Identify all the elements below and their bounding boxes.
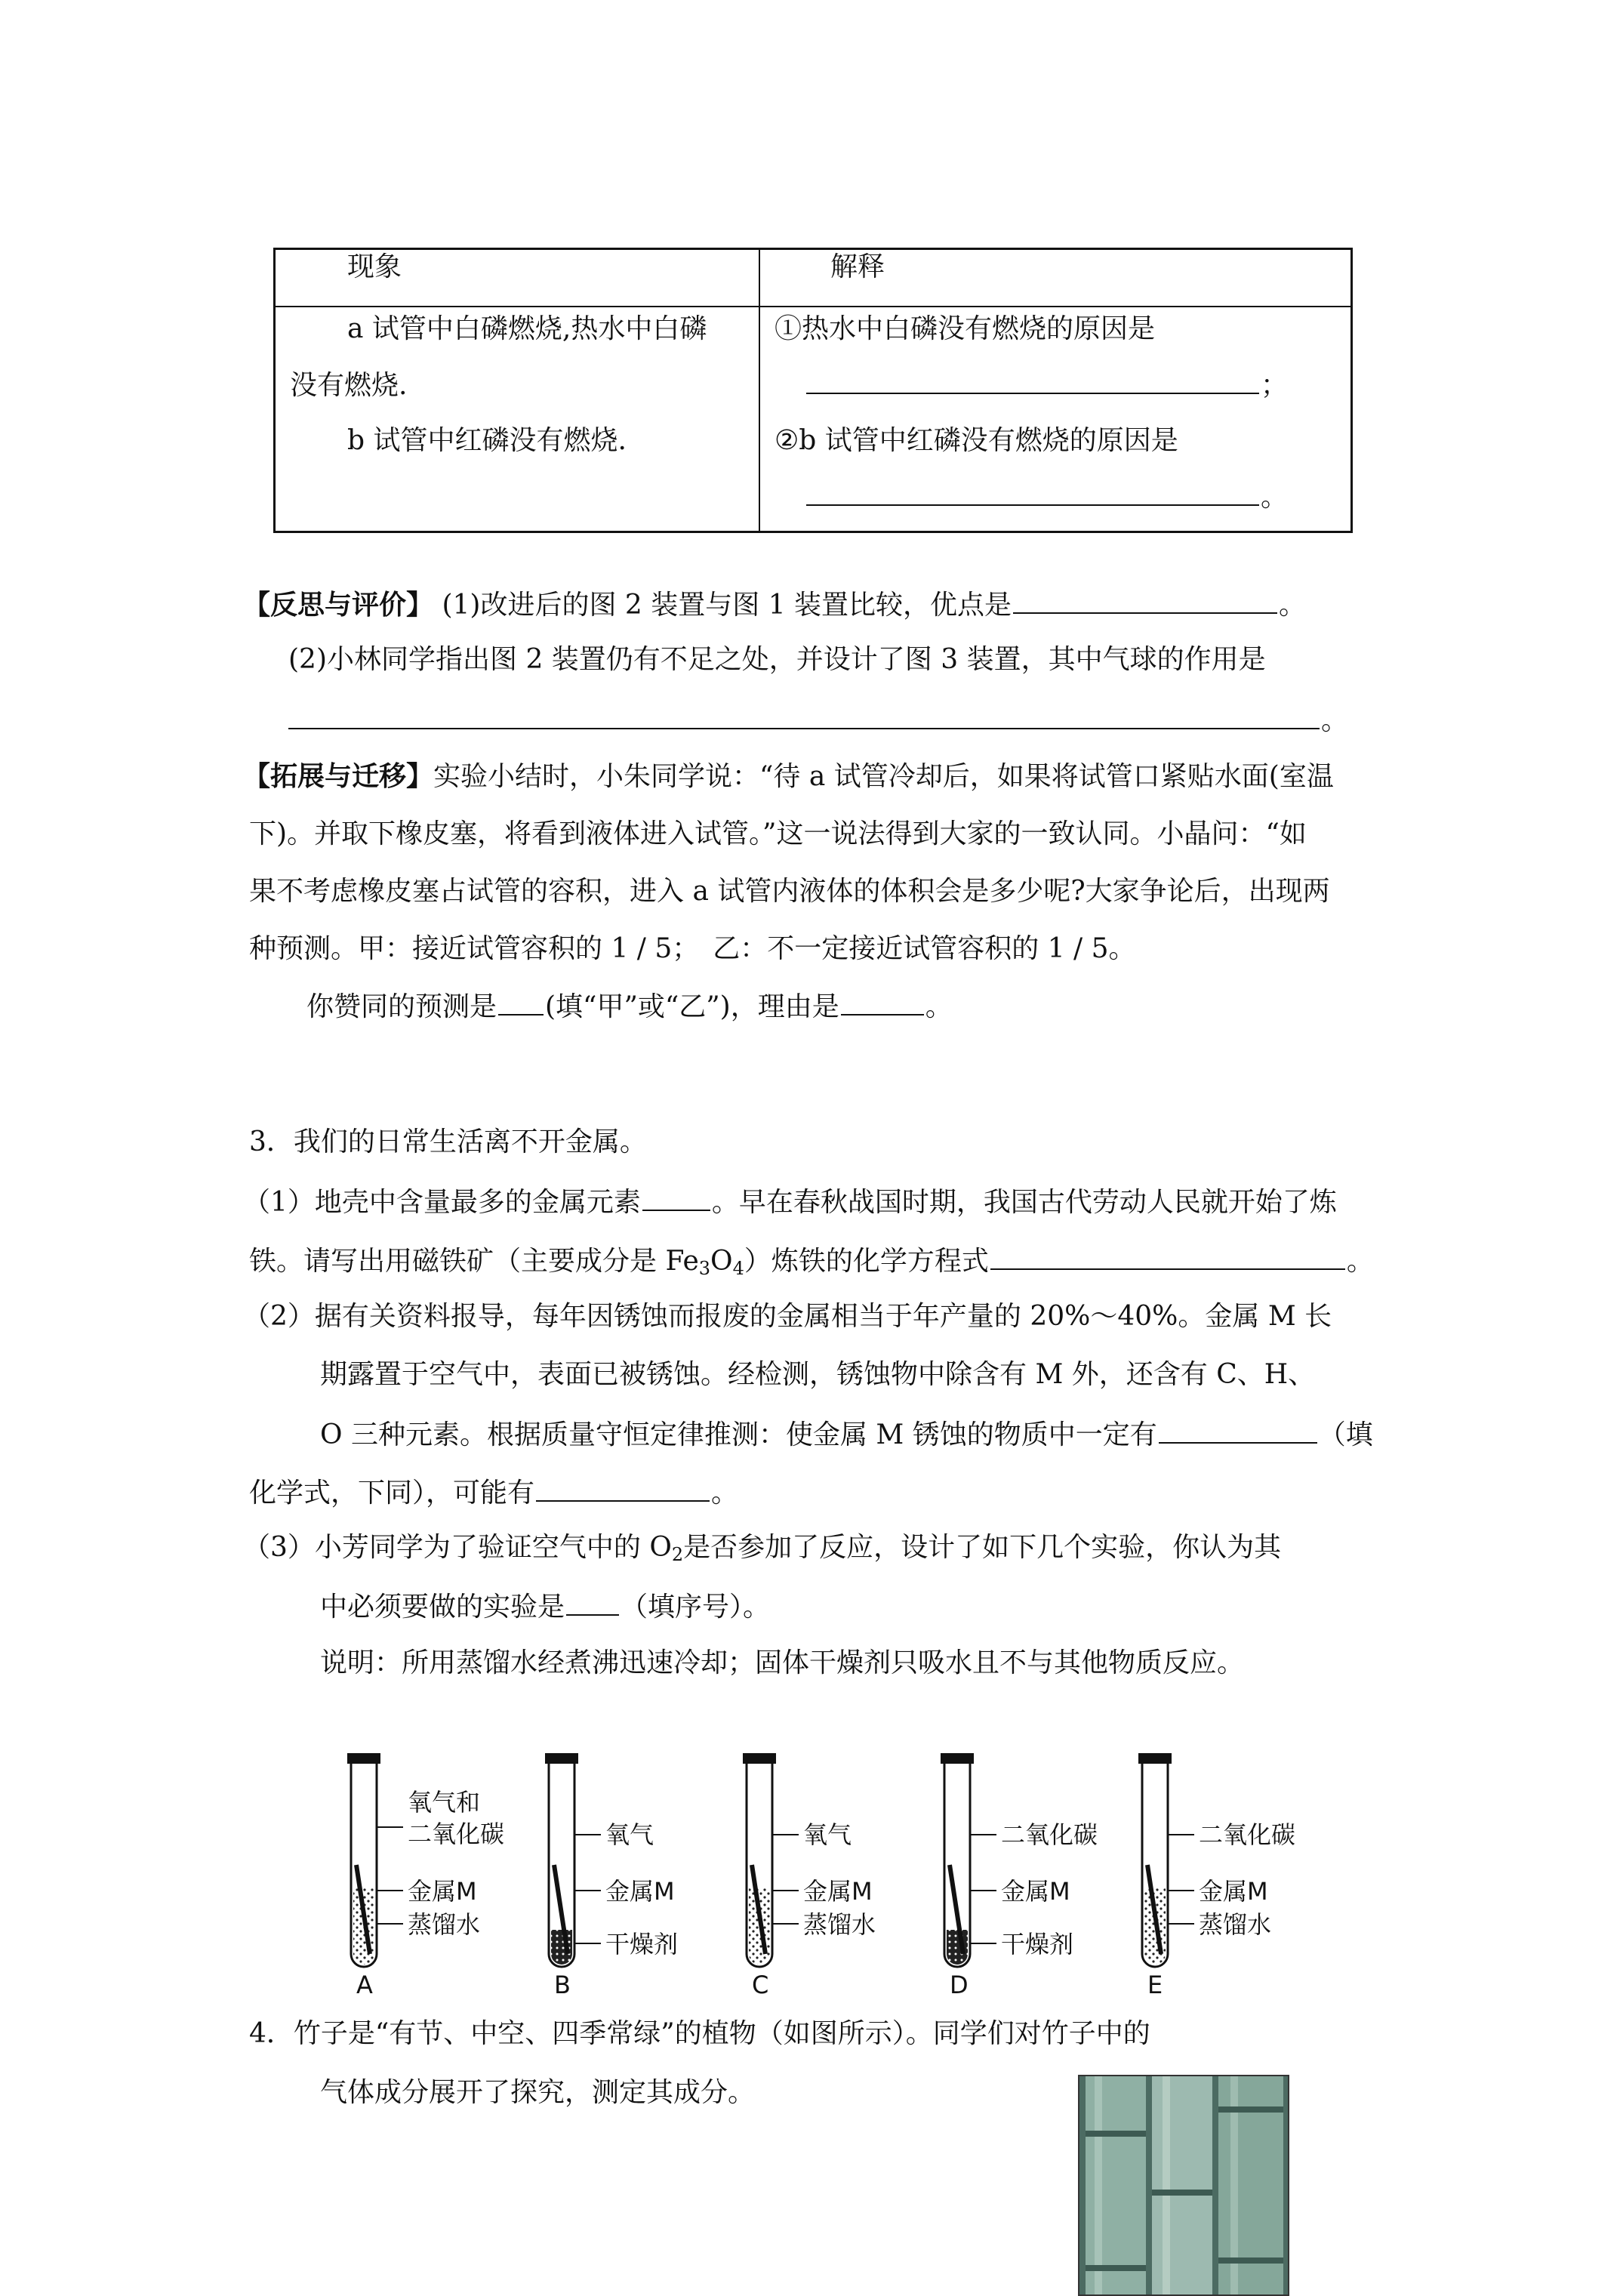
phenomenon-line-1: a 试管中白磷燃烧,热水中白磷: [347, 313, 707, 344]
reflection-q2-answer: 。: [287, 705, 1348, 735]
bottom-label: 蒸馏水: [803, 1910, 876, 1939]
answer-blank[interactable]: [642, 1187, 710, 1211]
stopper: [1138, 1753, 1172, 1764]
q4-line1: 4．竹子是“有节、中空、四季常绿”的植物（如图所示）。同学们对竹子中的: [249, 2018, 1150, 2049]
tube-letter: B: [554, 1971, 571, 1999]
explanation-answer-2: 。: [805, 482, 1288, 511]
bottom-label: 蒸馏水: [1199, 1910, 1272, 1939]
q3-part2-line4: 化学式，下同），可能有 。: [249, 1478, 739, 1509]
extension-line-3: 果不考虑橡皮塞占试管的容积，进入 a 试管内液体的体积会是多少呢?大家争论后，出现两: [249, 876, 1330, 907]
phenomenon-line-3: b 试管中红磷没有燃烧.: [347, 425, 627, 456]
gas-label: 氧气: [605, 1820, 654, 1849]
bamboo-photo: [1078, 2075, 1289, 2296]
table-column-divider: [759, 250, 760, 531]
test-tube-d: [941, 1753, 1098, 1999]
tube-letter: E: [1147, 1971, 1163, 1999]
answer-blank[interactable]: [288, 705, 1320, 729]
test-tube-c: [743, 1753, 876, 1999]
extension-line-2: 下)。并取下橡皮塞，将看到液体进入试管。”这一说法得到大家的一致认同。小晶问：“如: [249, 818, 1307, 849]
table-header-phenomenon: 现象: [347, 251, 402, 282]
q3-part3-line2: 中必须要做的实验是 （填序号）。: [320, 1592, 771, 1623]
stopper: [545, 1753, 578, 1764]
tube-letter: D: [950, 1971, 969, 1999]
reflection-q1: 【反思与评价】 (1)改进后的图 2 装置与图 1 装置比较，优点是 。: [243, 589, 1307, 621]
metal-label: 金属M: [803, 1877, 873, 1906]
desiccant-fill: [947, 1930, 968, 1965]
gas-label: 氧气: [803, 1820, 852, 1849]
stopper: [941, 1753, 974, 1764]
reflection-q2: (2)小林同学指出图 2 装置仍有不足之处，并设计了图 3 装置，其中气球的作用是: [288, 644, 1266, 675]
answer-blank[interactable]: [806, 370, 1259, 394]
q3-part3-line1: （3）小芳同学为了验证空气中的 $O_2$是否参加了反应，设计了如下几个实验，你认为其: [243, 1532, 1282, 1565]
extension-line-5: 你赞同的预测是 (填“甲”或“乙”)，理由是 。: [306, 991, 953, 1022]
q3-part1-line2: 铁。请写出用磁铁矿（主要成分是 $Fe_3O_4$）炼铁的化学方程式 。: [249, 1246, 1374, 1279]
reflection-heading: 【反思与评价】: [243, 589, 434, 621]
table-header-divider: [276, 306, 1350, 307]
metal-label: 金属M: [605, 1877, 675, 1906]
bottom-label: 蒸馏水: [408, 1910, 481, 1939]
gas-label: 氧气和: [408, 1788, 481, 1817]
explanation-line-1: ①热水中白磷没有燃烧的原因是: [775, 313, 1156, 344]
desiccant-fill: [551, 1930, 572, 1965]
q3-part2-line3: O 三种元素。根据质量守恒定律推测：使金属 M 锈蚀的物质中一定有 （填: [320, 1419, 1373, 1450]
metal-label: 金属M: [1199, 1877, 1268, 1906]
answer-blank[interactable]: [990, 1246, 1345, 1270]
test-tube-diagram: [325, 1752, 1351, 2001]
answer-blank[interactable]: [498, 991, 544, 1015]
metal-label: 金属M: [408, 1877, 477, 1906]
stopper: [347, 1753, 380, 1764]
explanation-answer-1: ；: [805, 370, 1288, 399]
extension-line-4: 种预测。甲：接近试管容积的 1 / 5； 乙：不一定接近试管容积的 1 / 5。: [249, 933, 1136, 964]
answer-blank[interactable]: [841, 991, 924, 1015]
gas-label: 二氧化碳: [408, 1820, 505, 1848]
bottom-label: 干燥剂: [605, 1930, 679, 1959]
table-header-explanation: 解释: [830, 251, 885, 282]
q3-part1-line1: （1）地壳中含量最多的金属元素 。早在春秋战国时期，我国古代劳动人民就开始了炼: [243, 1187, 1337, 1218]
q3-part2-line2: 期露置于空气中，表面已被锈蚀。经检测，锈蚀物中除含有 M 外，还含有 C、H、: [320, 1359, 1316, 1390]
test-tube-a: [347, 1753, 504, 1999]
gas-label: 二氧化碳: [1001, 1820, 1098, 1849]
extension-line-1: 【拓展与迁移】实验小结时，小朱同学说：“待 a 试管冷却后，如果将试管口紧贴水面(室温: [243, 760, 1334, 792]
test-tube-b: [545, 1753, 678, 1999]
stopper: [743, 1753, 776, 1764]
q3-title: 3．我们的日常生活离不开金属。: [249, 1126, 647, 1157]
extension-heading: 【拓展与迁移】: [243, 760, 434, 792]
test-tube-e: [1138, 1753, 1295, 1999]
gas-label: 二氧化碳: [1199, 1820, 1296, 1849]
answer-blank[interactable]: [1159, 1419, 1317, 1444]
answer-blank[interactable]: [806, 482, 1259, 506]
tube-letter: C: [752, 1971, 769, 1999]
bottom-label: 干燥剂: [1001, 1930, 1074, 1959]
answer-blank[interactable]: [536, 1478, 710, 1502]
phenomenon-line-2: 没有燃烧.: [290, 370, 408, 401]
answer-blank[interactable]: [1013, 590, 1277, 614]
q4-line2: 气体成分展开了探究，测定其成分。: [320, 2077, 756, 2108]
q3-note: 说明：所用蒸馏水经煮沸迅速冷却；固体干燥剂只吸水且不与其他物质反应。: [320, 1647, 1245, 1678]
explanation-line-2: ②b 试管中红磷没有燃烧的原因是: [775, 425, 1178, 456]
tube-letter: A: [356, 1971, 373, 1999]
answer-blank[interactable]: [566, 1592, 619, 1616]
q3-part2-line1: （2）据有关资料报导，每年因锈蚀而报废的金属相当于年产量的 20%～40%。金属 M 长: [243, 1301, 1332, 1332]
metal-label: 金属M: [1001, 1877, 1070, 1906]
